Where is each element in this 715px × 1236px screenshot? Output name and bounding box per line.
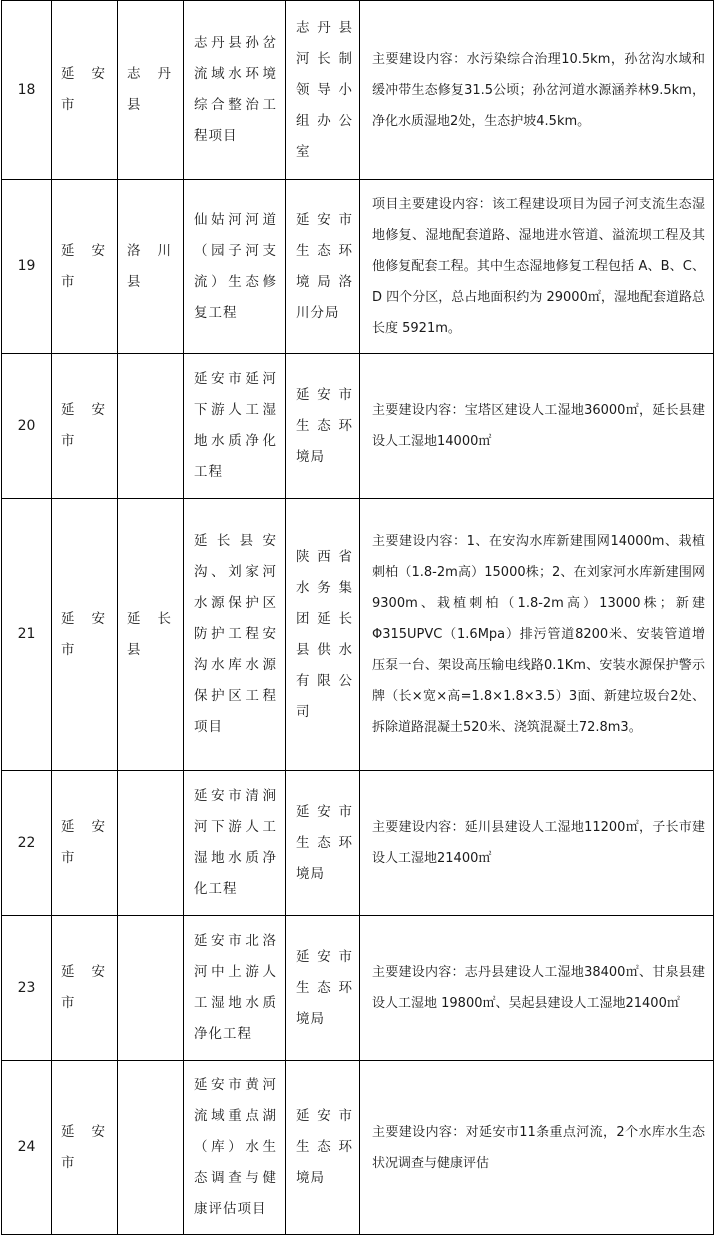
construction-content-cell: 主要建设内容：1、在安沟水库新建围网14000m、栽植刺柏（1.8-2m高）15000株；2、在刘家河水库新建围网9300m、栽植刺柏（1.8-2m高）13000株；新建Φ315UPVC（1.6Mpa）排污管道8200米、安装管道增压泵一台、架设高压输电线路0.1Km、安装水源保护警示牌（长×宽×高=1.8×1.8×3.5）3面、新建垃圾台2处、拆除道路混凝土520米、浇筑混凝土72.8m3。 <box>360 499 714 771</box>
county-cell <box>118 916 184 1061</box>
responsible-unit-cell: 延安市生态环境局 <box>286 1061 360 1235</box>
responsible-unit-cell: 延安市生态环境局 <box>286 354 360 499</box>
construction-content-cell: 项目主要建设内容：该工程建设项目为园子河支流生态湿地修复、湿地配套道路、湿地进水管道、溢流坝工程及其他修复配套工程。其中生态湿地修复工程包括 A、B、C、D 四个分区，总占地面积约为 29000㎡，湿地配套道路总长度 5921m。 <box>360 180 714 354</box>
project-name-cell: 延长县安沟、刘家河水源保护区防护工程安沟水库水源保护区工程项目 <box>184 499 286 771</box>
county-cell <box>118 1061 184 1235</box>
city-cell: 延安市 <box>52 1 118 180</box>
city-cell: 延安市 <box>52 499 118 771</box>
row-number: 18 <box>2 1 52 180</box>
table-row <box>2 180 714 354</box>
project-name-cell: 延安市北洛河中上游人工湿地水质净化工程 <box>184 916 286 1061</box>
responsible-unit-cell: 延安市生态环境局洛川分局 <box>286 180 360 354</box>
row-number: 22 <box>2 771 52 916</box>
city-cell: 延安市 <box>52 180 118 354</box>
county-cell: 延长县 <box>118 499 184 771</box>
county-cell <box>118 771 184 916</box>
construction-content-cell: 主要建设内容：水污染综合治理10.5km，孙岔沟水域和缓冲带生态修复31.5公顷；孙岔河道水源涵养林9.5km，净化水质湿地2处，生态护坡4.5km。 <box>360 1 714 180</box>
responsible-unit-cell: 陕西省水务集团延长县供水有限公司 <box>286 499 360 771</box>
row-number: 21 <box>2 499 52 771</box>
project-name-cell: 延安市清涧河下游人工湿地水质净化工程 <box>184 771 286 916</box>
row-number: 19 <box>2 180 52 354</box>
county-cell: 志丹县 <box>118 1 184 180</box>
table-row <box>2 1061 714 1235</box>
row-number: 20 <box>2 354 52 499</box>
project-name-cell: 志丹县孙岔流域水环境综合整治工程项目 <box>184 1 286 180</box>
city-cell: 延安市 <box>52 1061 118 1235</box>
construction-content-cell: 主要建设内容：宝塔区建设人工湿地36000㎡，延长县建设人工湿地14000㎡ <box>360 354 714 499</box>
table-row <box>2 771 714 916</box>
project-name-cell: 仙姑河河道（园子河支流）生态修复工程 <box>184 180 286 354</box>
table-row <box>2 499 714 771</box>
responsible-unit-cell: 延安市生态环境局 <box>286 771 360 916</box>
city-cell: 延安市 <box>52 771 118 916</box>
construction-content-cell: 主要建设内容：志丹县建设人工湿地38400㎡、甘泉县建设人工湿地 19800㎡、吴起县建设人工湿地21400㎡ <box>360 916 714 1061</box>
project-table <box>1 0 714 1235</box>
responsible-unit-cell: 延安市生态环境局 <box>286 916 360 1061</box>
row-number: 23 <box>2 916 52 1061</box>
construction-content-cell: 主要建设内容：延川县建设人工湿地11200㎡，子长市建设人工湿地21400㎡ <box>360 771 714 916</box>
table-row <box>2 354 714 499</box>
city-cell: 延安市 <box>52 916 118 1061</box>
city-cell: 延安市 <box>52 354 118 499</box>
construction-content-cell: 主要建设内容：对延安市11条重点河流，2个水库水生态状况调查与健康评估 <box>360 1061 714 1235</box>
project-name-cell: 延安市黄河流域重点湖（库）水生态调查与健康评估项目 <box>184 1061 286 1235</box>
county-cell <box>118 354 184 499</box>
table-row <box>2 916 714 1061</box>
project-name-cell: 延安市延河下游人工湿地水质净化工程 <box>184 354 286 499</box>
row-number: 24 <box>2 1061 52 1235</box>
table-row <box>2 1 714 180</box>
county-cell: 洛川县 <box>118 180 184 354</box>
responsible-unit-cell: 志丹县河长制领导小组办公室 <box>286 1 360 180</box>
